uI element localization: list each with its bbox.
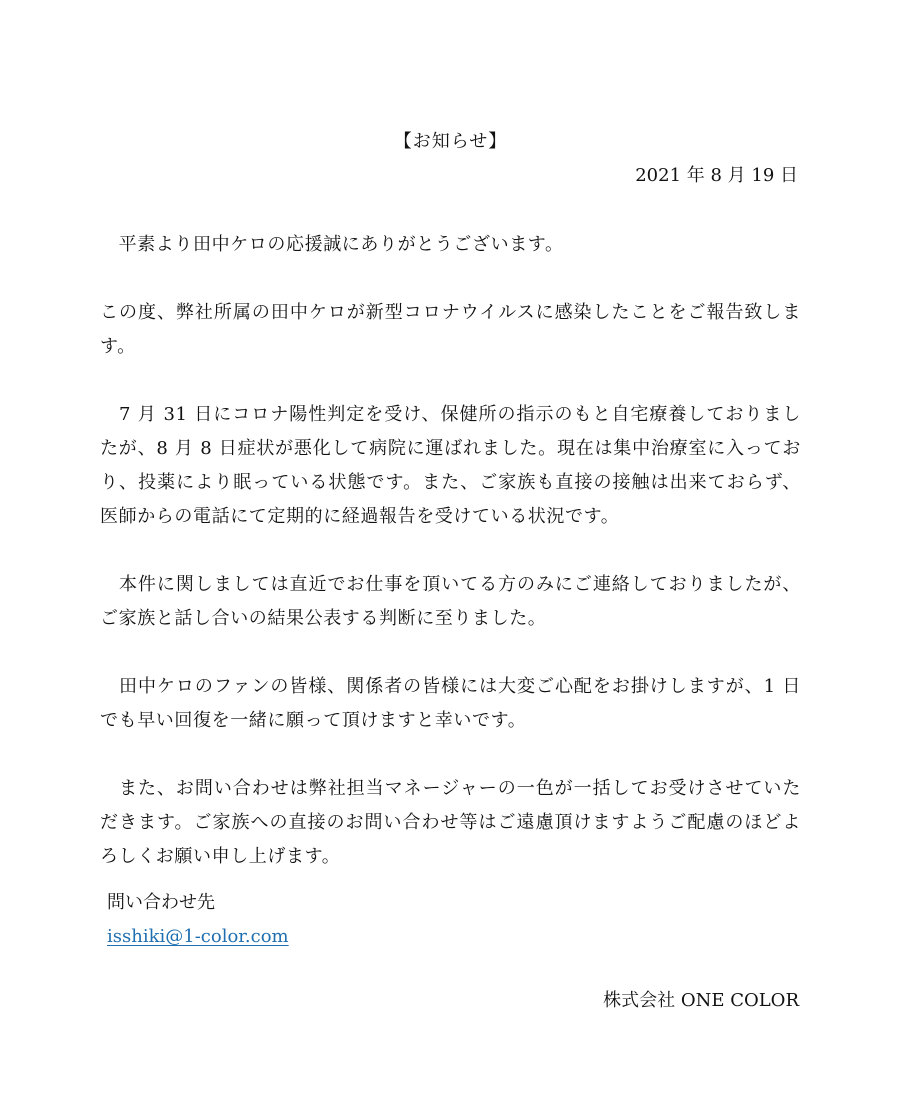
contact-label: 問い合わせ先 [107,892,215,913]
paragraph-wishes: 田中ケロのファンの皆様、関係者の皆様には大変ご心配をお掛けしますが、1 日でも早い回復を一緒に願って頂けますと幸いです。 [100,676,801,731]
paragraph-disclosure: 本件に関しましては直近でお仕事を頂いてる方のみにご連絡しておりましたが、ご家族と話し合いの結果公表する判断に至りました。 [100,574,801,629]
contact-email-link[interactable]: isshiki@1-color.com [107,926,289,947]
company-name: 株式会社 ONE COLOR [603,990,799,1011]
notice-title: 【お知らせ】 [393,131,508,152]
paragraph-condition: 7 月 31 日にコロナ陽性判定を受け、保健所の指示のもと自宅療養しておりましたが、8 月 8 日症状が悪化して病院に運ばれました。現在は集中治療室に入っており、投薬により眠っている状態です。また、ご家族も直接の接触は出来ておらず、医師からの電話にて定期的に経過報告を受けている状況です。 [100,404,801,527]
contact-block [107,886,289,954]
notice-date: 2021 年 8 月 19 日 [635,165,798,186]
notice-body [100,228,801,908]
paragraph-greeting: 平素より田中ケロの応援誠にありがとうございます。 [100,234,564,255]
paragraph-announcement: この度、弊社所属の田中ケロが新型コロナウイルスに感染したことをご報告致します。 [100,302,801,357]
paragraph-inquiries: また、お問い合わせは弊社担当マネージャーの一色が一括してお受けさせていただきます。ご家族への直接のお問い合わせ等はご遠慮頂けますようご配慮のほどよろしくお願い申し上げます。 [100,778,801,867]
